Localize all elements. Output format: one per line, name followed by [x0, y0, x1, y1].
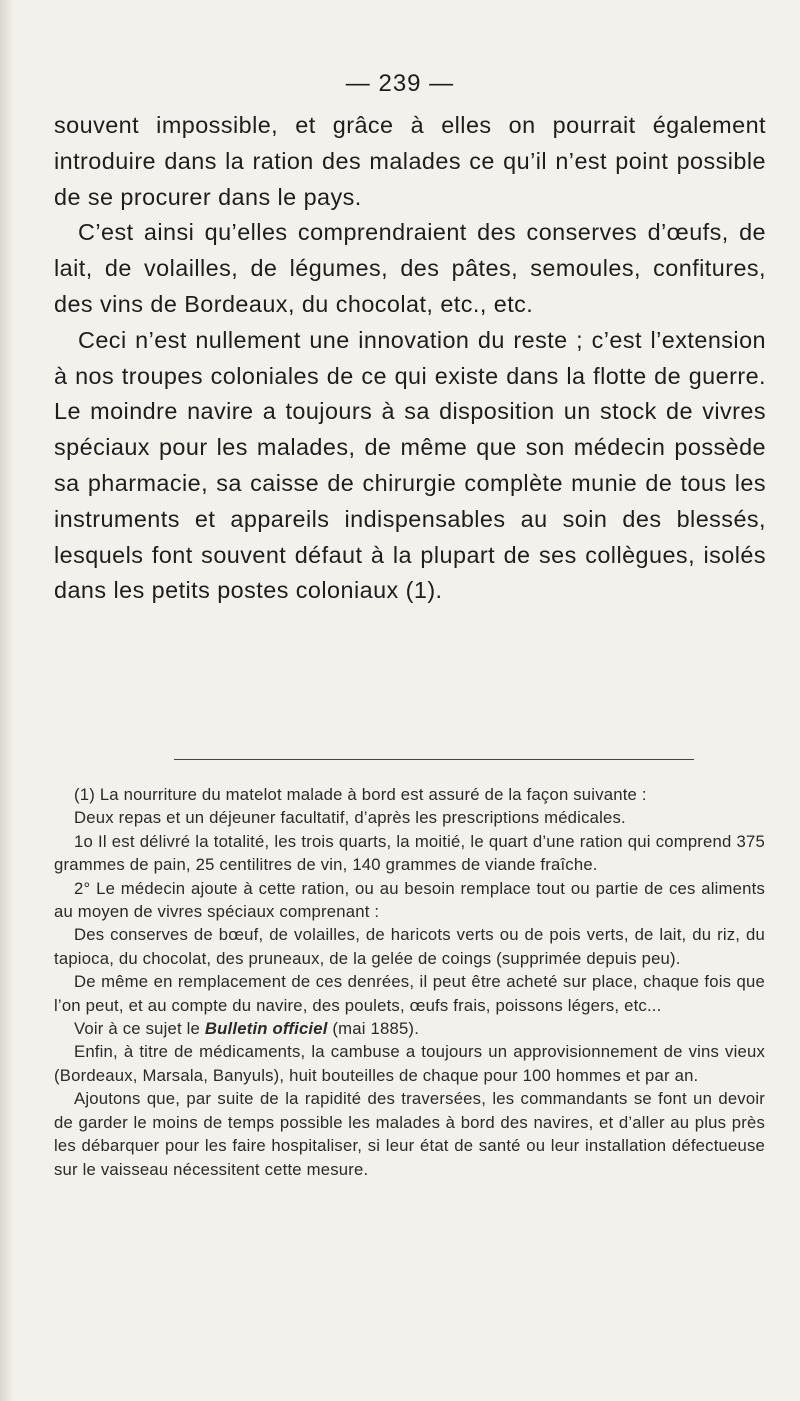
- page-edge-shadow: [0, 0, 14, 1401]
- footnote-block: [54, 783, 765, 1181]
- footnote-paragraph-7: Enfin, à titre de médicaments, la cambuse a toujours un approvisionnement de vins vieux (Bordeaux, Marsala, Banyuls), huit bouteilles de chaque pour 100 hommes et par an.: [54, 1042, 765, 1085]
- footnote-paragraph-3: 1o Il est délivré la totalité, les trois quarts, la moitié, le quart d’une ration qui comprend 375 grammes de pain, 25 centilitres de vin, 140 grammes de viande fraîche.: [54, 831, 765, 875]
- footnote-paragraph-6: De même en remplacement de ces denrées, il peut être acheté sur place, chaque fois que l’on peut, et au compte du navire, des poulets, œufs frais, poissons légers, etc...: [54, 972, 765, 1015]
- page-number: — 239 —: [345, 70, 455, 97]
- footnote-paragraph-4: 2° Le médecin ajoute à cette ration, ou au besoin remplace tout ou partie de ces aliments au moyen de vivres spéciaux comprenant :: [54, 878, 765, 922]
- footnote-paragraph-2: Deux repas et un déjeuner facultatif, d’après les prescriptions médicales.: [74, 808, 626, 828]
- footnote-separator: [174, 759, 694, 760]
- footnote-paragraph-8: Ajoutons que, par suite de la rapidité des traversées, les commandants se font un devoir de garder le moins de temps possible les malades à bord des navires, et d’aller au plus près les débarquer pour les faire hospitaliser, si leur état de santé ou leur installation défectueuse sur le vaisseau nécessitent cette mesure.: [54, 1089, 765, 1179]
- main-text: [54, 108, 766, 609]
- footnote-paragraph-5: Des conserves de bœuf, de volailles, de haricots verts ou de pois verts, de lait, du riz, du tapioca, du chocolat, des pruneaux, de la gelée de coings (supprimée depuis peu).: [54, 925, 765, 968]
- paragraph-1: souvent impossible, et grâce à elles on pourrait également introduire dans la ration des malades ce qu’il n’est point possible de se procurer dans le pays.: [54, 112, 766, 210]
- bulletin-title: Bulletin officiel: [204, 1019, 328, 1039]
- footnote-paragraph-1: (1) La nourriture du matelot malade à bord est assuré de la façon suivante :: [74, 785, 647, 804]
- paragraph-3: Ceci n’est nullement une innovation du reste ; c’est l’extension à nos troupes coloniales de ce qui existe dans la flotte de guerre. Le moindre navire a toujours à sa disposition un stock de vivres spéciaux pour les malades, de même que son médecin possède sa pharmacie, sa caisse de chirurgie complète munie de tous les instruments et appareils indispensables au soin des blessés, lesquels font souvent défaut à la plupart de ses collègues, isolés dans les petits postes coloniaux (1).: [54, 326, 766, 604]
- bulletin-after: (mai 1885).: [327, 1019, 420, 1039]
- paragraph-2: C’est ainsi qu’elles comprendraient des conserves d’œufs, de lait, de volailles, de légumes, des pâtes, semoules, confitures, des vins de Bordeaux, du chocolat, etc., etc.: [54, 219, 766, 317]
- bulletin-before: Voir à ce sujet le: [74, 1019, 205, 1039]
- footnote-paragraph-bulletin: [54, 1017, 765, 1040]
